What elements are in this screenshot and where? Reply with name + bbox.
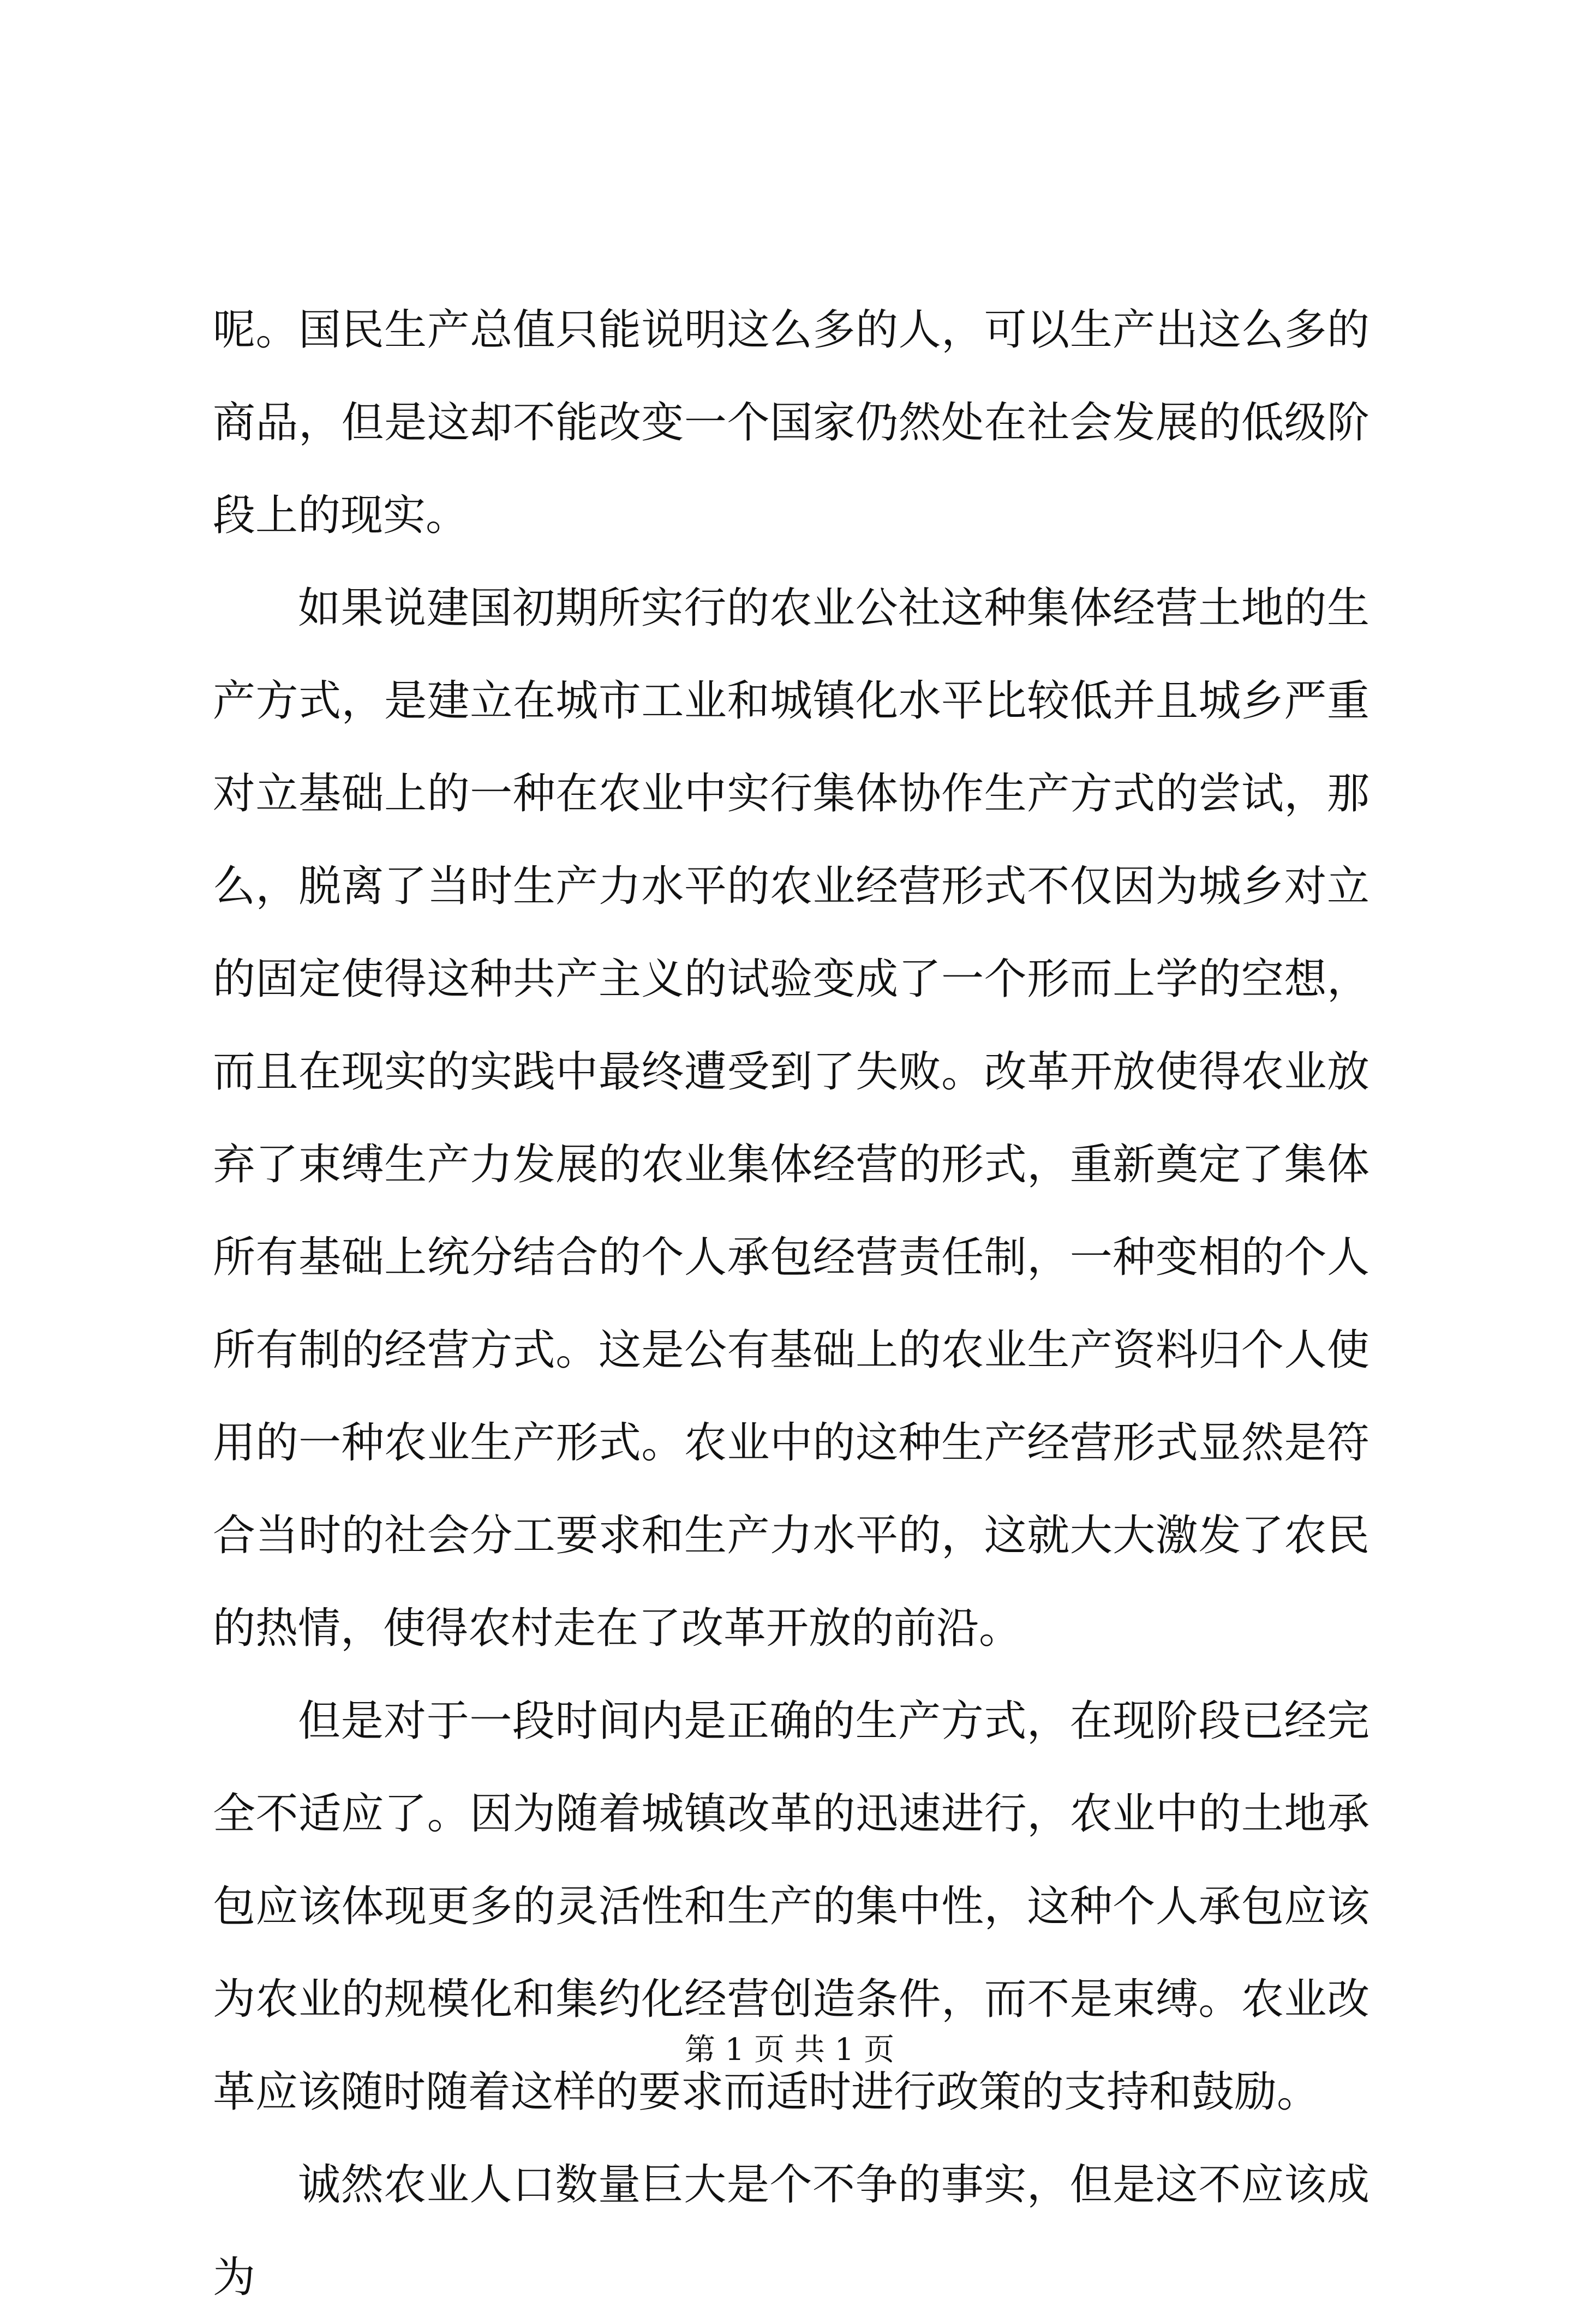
paragraph-3: 但是对于一段时间内是正确的生产方式，在现阶段已经完全不适应了。因为随着城镇改革的迅速进行，农业中的土地承包应该体现更多的灵活性和生产的集中性，这种个人承包应该为农业的规模化和集约化经营创造条件，而不是束缚。农业改革应该随时随着这样的要求而适时进行政策的支持和鼓励。 (213, 1697, 1369, 2117)
paragraph-2: 如果说建国初期所实行的农业公社这种集体经营土地的生产方式，是建立在城市工业和城镇化水平比较低并且城乡严重对立基础上的一种在农业中实行集体协作生产方式的尝试，那么，脱离了当时生产力水平的农业经营形式不仅因为城乡对立的固定使得这种共产主义的试验变成了一个形而上学的空想，而且在现实的实践中最终遭受到了失败。改革开放使得农业放弃了束缚生产力发展的农业集体经营的形式，重新奠定了集体所有基础上统分结合的个人承包经营责任制，一种变相的个人所有制的经营方式。这是公有基础上的农业生产资料归个人使用的一种农业生产形式。农业中的这种生产经营形式显然是符合当时的社会分工要求和生产力水平的，这就大大激发了农民的热情，使得农村走在了改革开放的前沿。 (213, 584, 1369, 1653)
paragraph-1: 呢。国民生产总值只能说明这么多的人，可以生产出这么多的商品，但是这却不能改变一个国家仍然处在社会发展的低级阶段上的现实。 (213, 306, 1369, 540)
document-body (213, 284, 1369, 2324)
page-number-footer: 第 1 页 共 1 页 (684, 2032, 895, 2068)
paragraph-4: 诚然农业人口数量巨大是个不争的事实，但是这不应该成为 (213, 2160, 1369, 2302)
